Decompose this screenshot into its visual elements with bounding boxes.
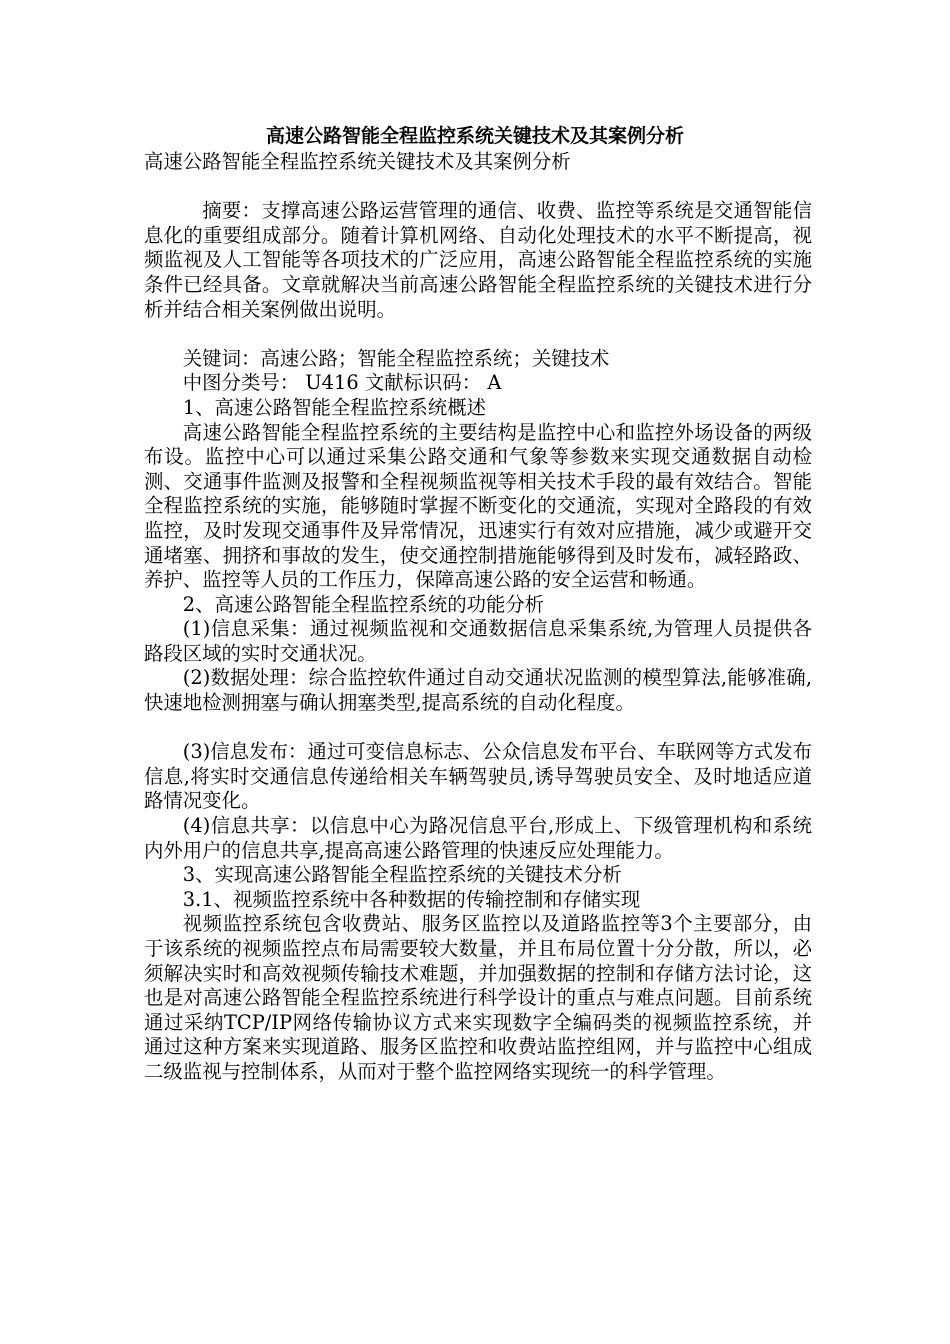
spacer [144,322,812,347]
section-1-heading: 1、高速公路智能全程监控系统概述 [182,395,486,419]
function-item-2: (2)数据处理：综合监控软件通过自动交通状况监测的模型算法,能够准确,快速地检测拥塞与确认拥塞类型,提高系统的自动化程度。 [144,666,812,715]
function-item-3: (3)信息发布：通过可变信息标志、公众信息发布平台、车联网等方式发布信息,将实时交通信息传递给相关车辆驾驶员,诱导驾驶员安全、及时地适应道路情况变化。 [144,740,812,813]
function-item-4: (4)信息共享：以信息中心为路况信息平台,形成上、下级管理机构和系统内外用户的信息共享,提高高速公路管理的快速反应处理能力。 [144,814,812,862]
document-subtitle: 高速公路智能全程监控系统关键技术及其案例分析 [144,150,571,173]
section-1-paragraph: 高速公路智能全程监控系统的主要结构是监控中心和监控外场设备的两级布设。监控中心可以通过采集公路交通和气象等参数来实现交通数据自动检测、交通事件监测及报警和全程视频监视等相关技术手段的最有效结合。智能全程监控系统的实施，能够随时掌握不断变化的交通流，实现对全路段的有效监控，及时发现交通事件及异常情况，迅速实行有效对应措施，减少或避开交通堵塞、拥挤和事故的发生，使交通控制措施能够得到及时发布，减轻路政、养护、监控等人员的工作压力，保障高速公路的安全运营和畅通。 [144,420,812,592]
document-title: 高速公路智能全程监控系统关键技术及其案例分析 [265,125,684,147]
function-item-1: (1)信息采集：通过视频监视和交通数据信息采集系统,为管理人员提供各路段区域的实时交通状况。 [144,617,812,665]
classification-line: 中图分类号： U416 文献标识码： A [182,371,502,395]
document-body [144,150,812,1085]
section-2-heading: 2、高速公路智能全程监控系统的功能分析 [182,592,545,616]
keywords-line: 关键词：高速公路；智能全程监控系统；关键技术 [182,346,610,370]
section-3-1-heading: 3.1、视频监控系统中各种数据的传输控制和存储实现 [182,887,641,911]
abstract-paragraph: 摘要：支撑高速公路运营管理的通信、收费、监控等系统是交通智能信息化的重要组成部分。随着计算机网络、自动化处理技术的水平不断提高，视频监视及人工智能等各项技术的广泛应用，高速公路智能全程监控系统的实施条件已经具备。文章就解决当前高速公路智能全程监控系统的关键技术进行分析并结合相关案例做出说明。 [144,199,812,321]
spacer [144,175,812,200]
spacer [144,716,812,741]
section-3-heading: 3、实现高速公路智能全程监控系统的关键技术分析 [182,863,622,887]
section-3-1-paragraph: 视频监控系统包含收费站、服务区监控以及道路监控等3个主要部分，由于该系统的视频监控点布局需要较大数量，并且布局位置十分分散，所以，必须解决实时和高效视频传输技术难题，并加强数据的控制和存储方法讨论，这也是对高速公路智能全程监控系统进行科学设计的重点与难点问题。目前系统通过采纳TCP/IP网络传输协议方式来实现数字全编码类的视频监控系统，并通过这种方案来实现道路、服务区监控和收费站监控组网，并与监控中心组成二级监视与控制体系，从而对于整个监控网络实现统一的科学管理。 [144,912,812,1083]
